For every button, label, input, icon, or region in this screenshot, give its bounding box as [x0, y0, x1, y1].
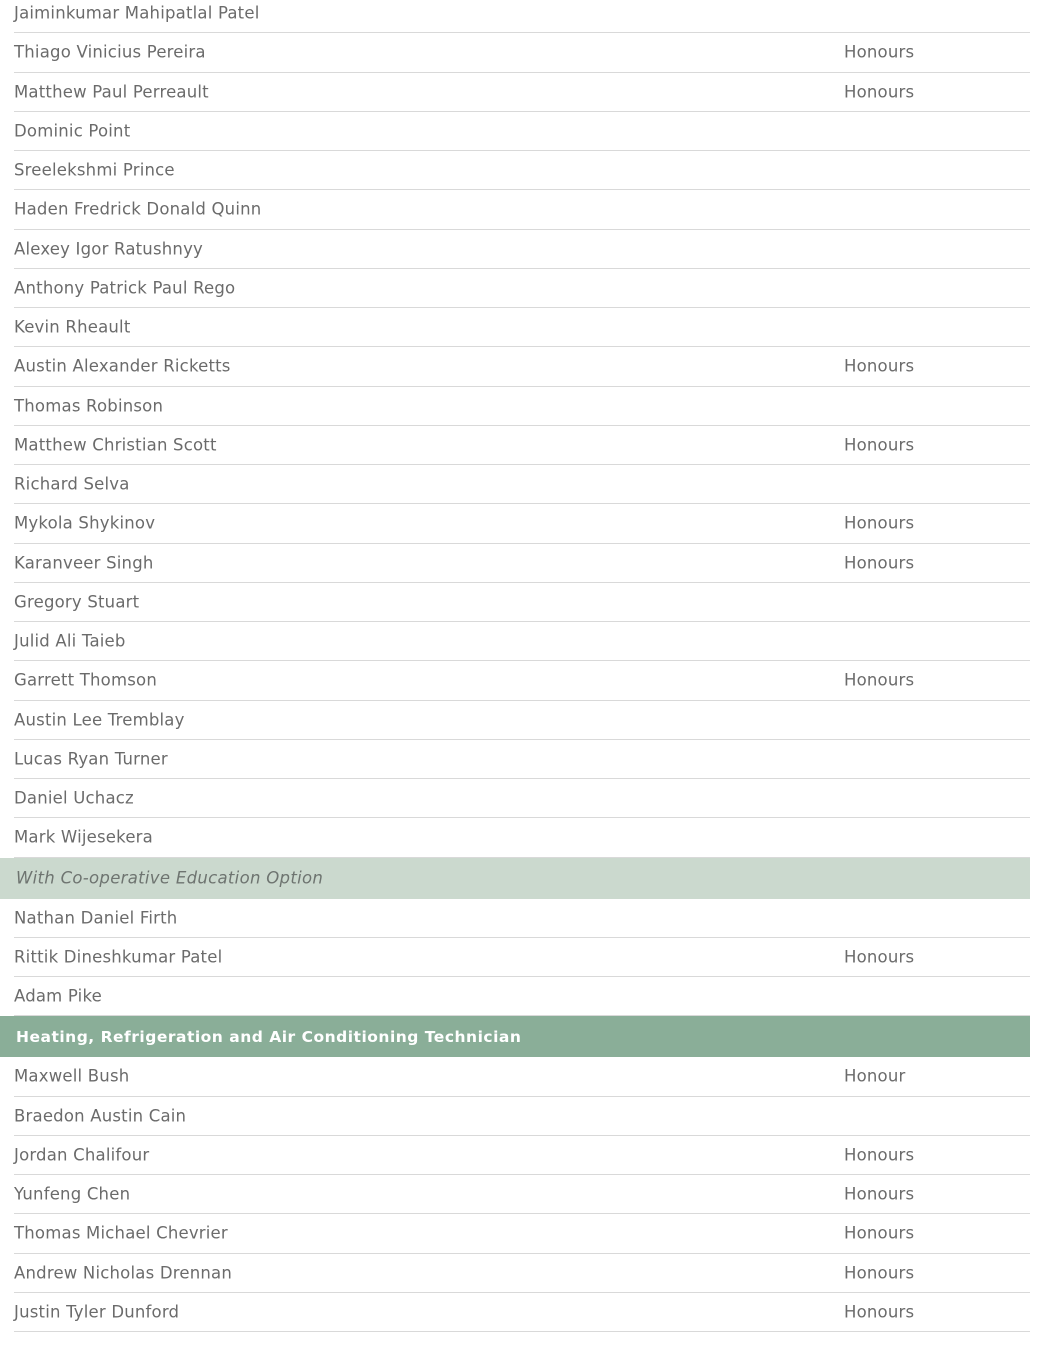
graduate-name: Thomas Robinson: [14, 396, 164, 416]
graduate-row: [14, 190, 1030, 229]
graduate-name: Dominic Point: [14, 121, 131, 141]
graduate-name: Mykola Shykinov: [14, 513, 156, 533]
graduate-row: [14, 740, 1030, 779]
graduate-row: [14, 33, 1030, 72]
graduate-name: Matthew Christian Scott: [14, 435, 217, 455]
graduate-row: [14, 1175, 1030, 1214]
program-title: Heating, Refrigeration and Air Conditioning Technician: [16, 1027, 522, 1046]
hrac-group: [0, 1057, 1037, 1332]
graduate-name: Anthony Patrick Paul Rego: [14, 278, 236, 298]
graduate-row: [14, 583, 1030, 622]
coop-group: [0, 899, 1037, 1017]
graduate-award: Honours: [844, 670, 915, 690]
graduate-row: [14, 661, 1030, 700]
graduate-name: Justin Tyler Dunford: [14, 1302, 180, 1322]
graduate-row: [14, 818, 1030, 857]
graduate-row: [14, 1057, 1030, 1096]
graduate-row: [14, 1136, 1030, 1175]
graduate-name: Mark Wijesekera: [14, 827, 153, 847]
graduate-name: Thiago Vinicius Pereira: [14, 42, 206, 62]
graduate-row: [14, 347, 1030, 386]
graduate-name: Julid Ali Taieb: [14, 631, 126, 651]
graduate-name: Haden Fredrick Donald Quinn: [14, 199, 262, 219]
graduate-name: Yunfeng Chen: [14, 1184, 131, 1204]
coop-subheader: [0, 858, 1030, 899]
graduate-row: [14, 465, 1030, 504]
graduate-row: [14, 938, 1030, 977]
graduate-name: Thomas Michael Chevrier: [14, 1223, 228, 1243]
graduate-row: [14, 701, 1030, 740]
graduate-row: [14, 308, 1030, 347]
graduate-row: [14, 544, 1030, 583]
graduate-award: Honours: [844, 435, 915, 455]
graduate-award: Honours: [844, 947, 915, 967]
graduate-name: Austin Alexander Ricketts: [14, 356, 231, 376]
graduate-name: Jordan Chalifour: [14, 1145, 150, 1165]
graduate-name: Lucas Ryan Turner: [14, 749, 168, 769]
graduate-award: Honours: [844, 1184, 915, 1204]
graduate-row: [14, 151, 1030, 190]
graduate-name: Braedon Austin Cain: [14, 1106, 187, 1126]
graduate-name: Richard Selva: [14, 474, 130, 494]
graduate-name: Austin Lee Tremblay: [14, 710, 185, 730]
program-header: [0, 1016, 1030, 1057]
graduate-row: [14, 112, 1030, 151]
graduate-name: Adam Pike: [14, 986, 102, 1006]
graduate-name: Maxwell Bush: [14, 1066, 130, 1086]
graduate-name: Nathan Daniel Firth: [14, 908, 178, 928]
graduate-row: [14, 622, 1030, 661]
graduate-name: Garrett Thomson: [14, 670, 158, 690]
graduate-award: Honours: [844, 82, 915, 102]
graduate-award: Honours: [844, 1223, 915, 1243]
graduate-award: Honours: [844, 1145, 915, 1165]
graduate-row: [14, 1097, 1030, 1136]
graduate-row: [14, 977, 1030, 1016]
graduate-name: Kevin Rheault: [14, 317, 131, 337]
graduate-row: [14, 426, 1030, 465]
graduate-award: Honours: [844, 513, 915, 533]
graduate-award: Honours: [844, 1263, 915, 1283]
graduate-award: Honours: [844, 1302, 915, 1322]
graduate-award: Honour: [844, 1066, 906, 1086]
graduate-name: Andrew Nicholas Drennan: [14, 1263, 232, 1283]
graduate-award: Honours: [844, 42, 915, 62]
graduate-name: Karanveer Singh: [14, 553, 154, 573]
graduate-name: Gregory Stuart: [14, 592, 140, 612]
graduate-row: [14, 0, 1030, 33]
graduate-row: [14, 73, 1030, 112]
graduate-name: Rittik Dineshkumar Patel: [14, 947, 223, 967]
graduate-award: Honours: [844, 356, 915, 376]
graduate-name: Daniel Uchacz: [14, 788, 134, 808]
graduate-row: [14, 230, 1030, 269]
graduate-name: Sreelekshmi Prince: [14, 160, 175, 180]
graduate-name: Matthew Paul Perreault: [14, 82, 209, 102]
graduate-award: Honours: [844, 553, 915, 573]
graduate-row: [14, 269, 1030, 308]
graduate-row: [14, 1254, 1030, 1293]
coop-subheader-label: With Co-operative Education Option: [16, 868, 324, 888]
graduate-row: [14, 387, 1030, 426]
graduate-name: Jaiminkumar Mahipatlal Patel: [14, 3, 260, 23]
graduate-row: [14, 899, 1030, 938]
graduate-row: [14, 1214, 1030, 1253]
graduate-row: [14, 779, 1030, 818]
graduate-row: [14, 1293, 1030, 1332]
graduate-name: Alexey Igor Ratushnyy: [14, 239, 203, 259]
graduate-row: [14, 504, 1030, 543]
